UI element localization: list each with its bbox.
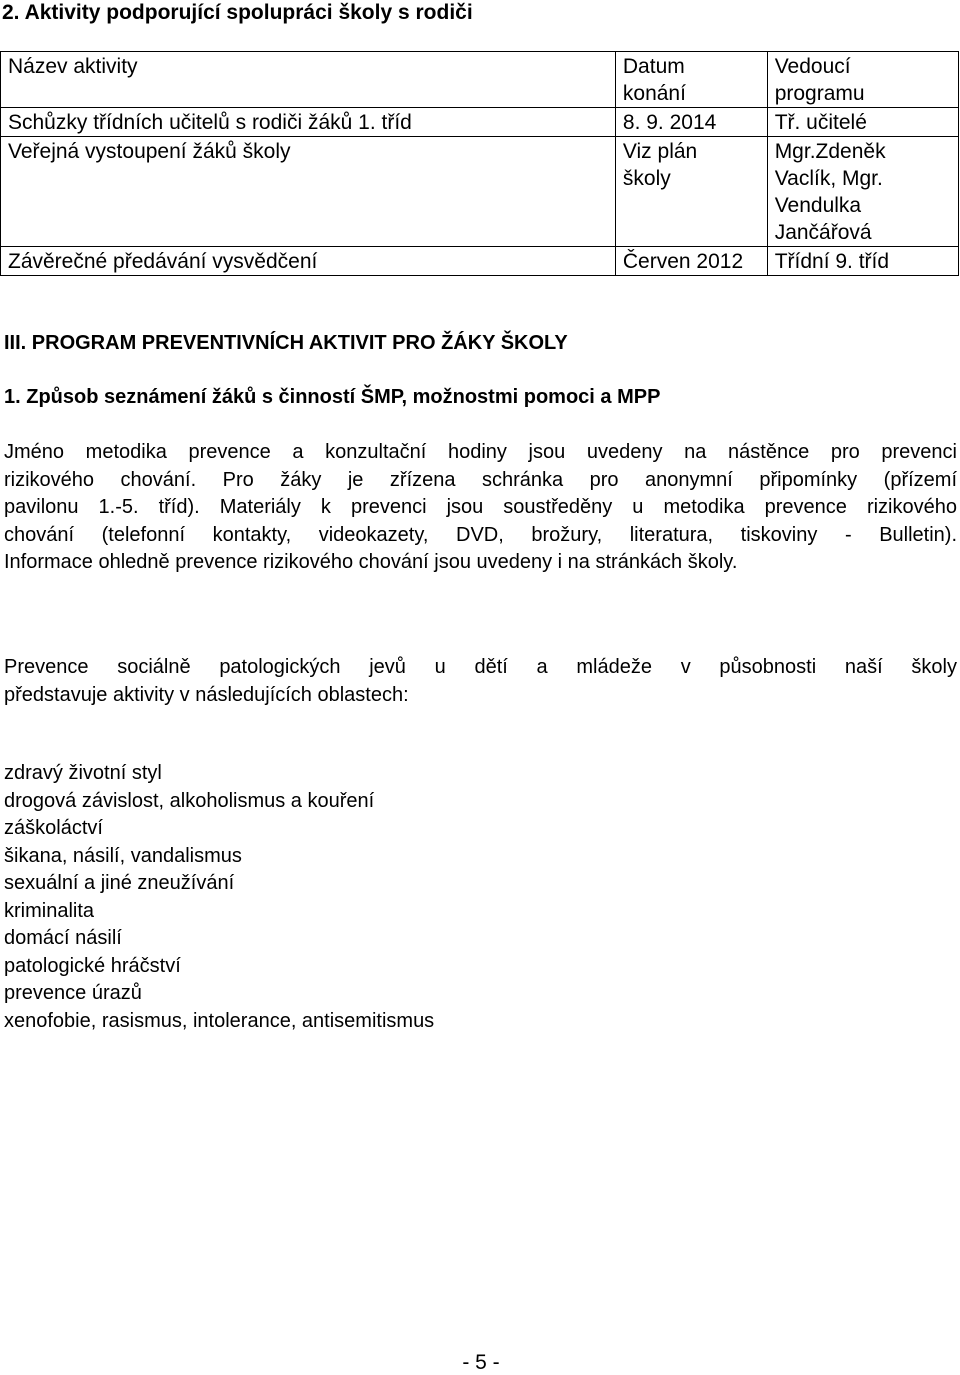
section-heading: 2. Aktivity podporující spolupráci školy s rodiči bbox=[2, 1, 473, 24]
paragraph-line: chování (telefonní kontakty, videokazety, DVD, brožury, literatura, tiskoviny - Bulletin). bbox=[4, 523, 957, 546]
list-item: šikana, násilí, vandalismus bbox=[4, 844, 242, 867]
list-item: záškoláctví bbox=[4, 817, 103, 839]
header-cell-leader bbox=[767, 52, 958, 108]
activity-date: Červen 2012 bbox=[622, 250, 744, 273]
header-cell-name bbox=[1, 52, 616, 108]
header-date-label-line2: konání bbox=[622, 82, 686, 105]
activity-name: Schůzky třídních učitelů s rodiči žáků 1. tříd bbox=[8, 111, 412, 134]
activity-leader-line: Vendulka bbox=[774, 194, 862, 217]
activity-leader-line: Vaclík, Mgr. bbox=[774, 167, 883, 190]
activity-name-cell bbox=[1, 137, 616, 247]
info-paragraph bbox=[4, 439, 957, 577]
table-row bbox=[1, 137, 959, 247]
paragraph-line: Jméno metodika prevence a konzultační hodiny jsou uvedeny na nástěnce pro prevenci bbox=[4, 441, 957, 463]
activity-leader: Třídní 9. tříd bbox=[774, 250, 890, 273]
prevention-areas-list bbox=[4, 760, 434, 1035]
activity-leader-cell bbox=[767, 247, 958, 276]
activity-name-cell bbox=[1, 247, 616, 276]
activity-name: Závěrečné předávání vysvědčení bbox=[8, 250, 318, 273]
list-item: kriminalita bbox=[4, 899, 95, 922]
table-row bbox=[1, 108, 959, 137]
list-item: prevence úrazů bbox=[4, 982, 142, 1004]
list-item: patologické hráčství bbox=[4, 954, 181, 977]
page-number: - 5 - bbox=[462, 1351, 500, 1374]
activity-date: 8. 9. 2014 bbox=[622, 111, 717, 134]
prevention-paragraph bbox=[4, 654, 957, 709]
header-date-label-line1: Datum bbox=[622, 55, 685, 78]
activity-leader-cell bbox=[767, 108, 958, 137]
activity-date-cell bbox=[615, 247, 767, 276]
paragraph-line: pavilonu 1.-5. tříd). Materiály k prevenci jsou soustředěny u metodika prevence rizikového bbox=[4, 496, 957, 518]
table-header-row bbox=[1, 52, 959, 108]
activity-date-cell bbox=[615, 137, 767, 247]
list-item: drogová závislost, alkoholismus a kouření bbox=[4, 789, 375, 812]
paragraph-line: Prevence sociálně patologických jevů u dětí a mládeže v působnosti naší školy bbox=[4, 656, 957, 678]
header-name-label: Název aktivity bbox=[8, 55, 138, 78]
header-leader-label-line1: Vedoucí bbox=[774, 55, 851, 78]
header-cell-date bbox=[615, 52, 767, 108]
activity-leader-cell bbox=[767, 137, 958, 247]
list-item: xenofobie, rasismus, intolerance, antisemitismus bbox=[4, 1009, 435, 1032]
header-leader-label-line2: programu bbox=[774, 82, 865, 105]
activity-leader: Tř. učitelé bbox=[774, 111, 867, 134]
paragraph-line: Informace ohledně prevence rizikového chování jsou uvedeny i na stránkách školy. bbox=[4, 551, 738, 573]
table-row bbox=[1, 247, 959, 276]
activities-table bbox=[0, 51, 959, 276]
list-item: sexuální a jiné zneužívání bbox=[4, 872, 235, 894]
activity-date-line: školy bbox=[622, 167, 671, 190]
list-item: domácí násilí bbox=[4, 927, 122, 949]
activity-leader-line: Jančářová bbox=[774, 221, 872, 244]
paragraph-line: představuje aktivity v následujících oblastech: bbox=[4, 683, 409, 706]
program-subheading: 1. Způsob seznámení žáků s činností ŠMP, možnostmi pomoci a MPP bbox=[4, 386, 661, 408]
activity-date-cell bbox=[615, 108, 767, 137]
activity-leader-line: Mgr.Zdeněk bbox=[774, 140, 886, 163]
paragraph-line: rizikového chování. Pro žáky je zřízena schránka pro anonymní připomínky (přízemí bbox=[4, 468, 957, 491]
activity-date-line: Viz plán bbox=[622, 140, 698, 163]
activity-name: Veřejná vystoupení žáků školy bbox=[8, 140, 291, 163]
program-heading: III. PROGRAM PREVENTIVNÍCH AKTIVIT PRO ŽÁKY ŠKOLY bbox=[4, 332, 568, 354]
list-item: zdravý životní styl bbox=[4, 762, 162, 784]
activity-name-cell bbox=[1, 108, 616, 137]
